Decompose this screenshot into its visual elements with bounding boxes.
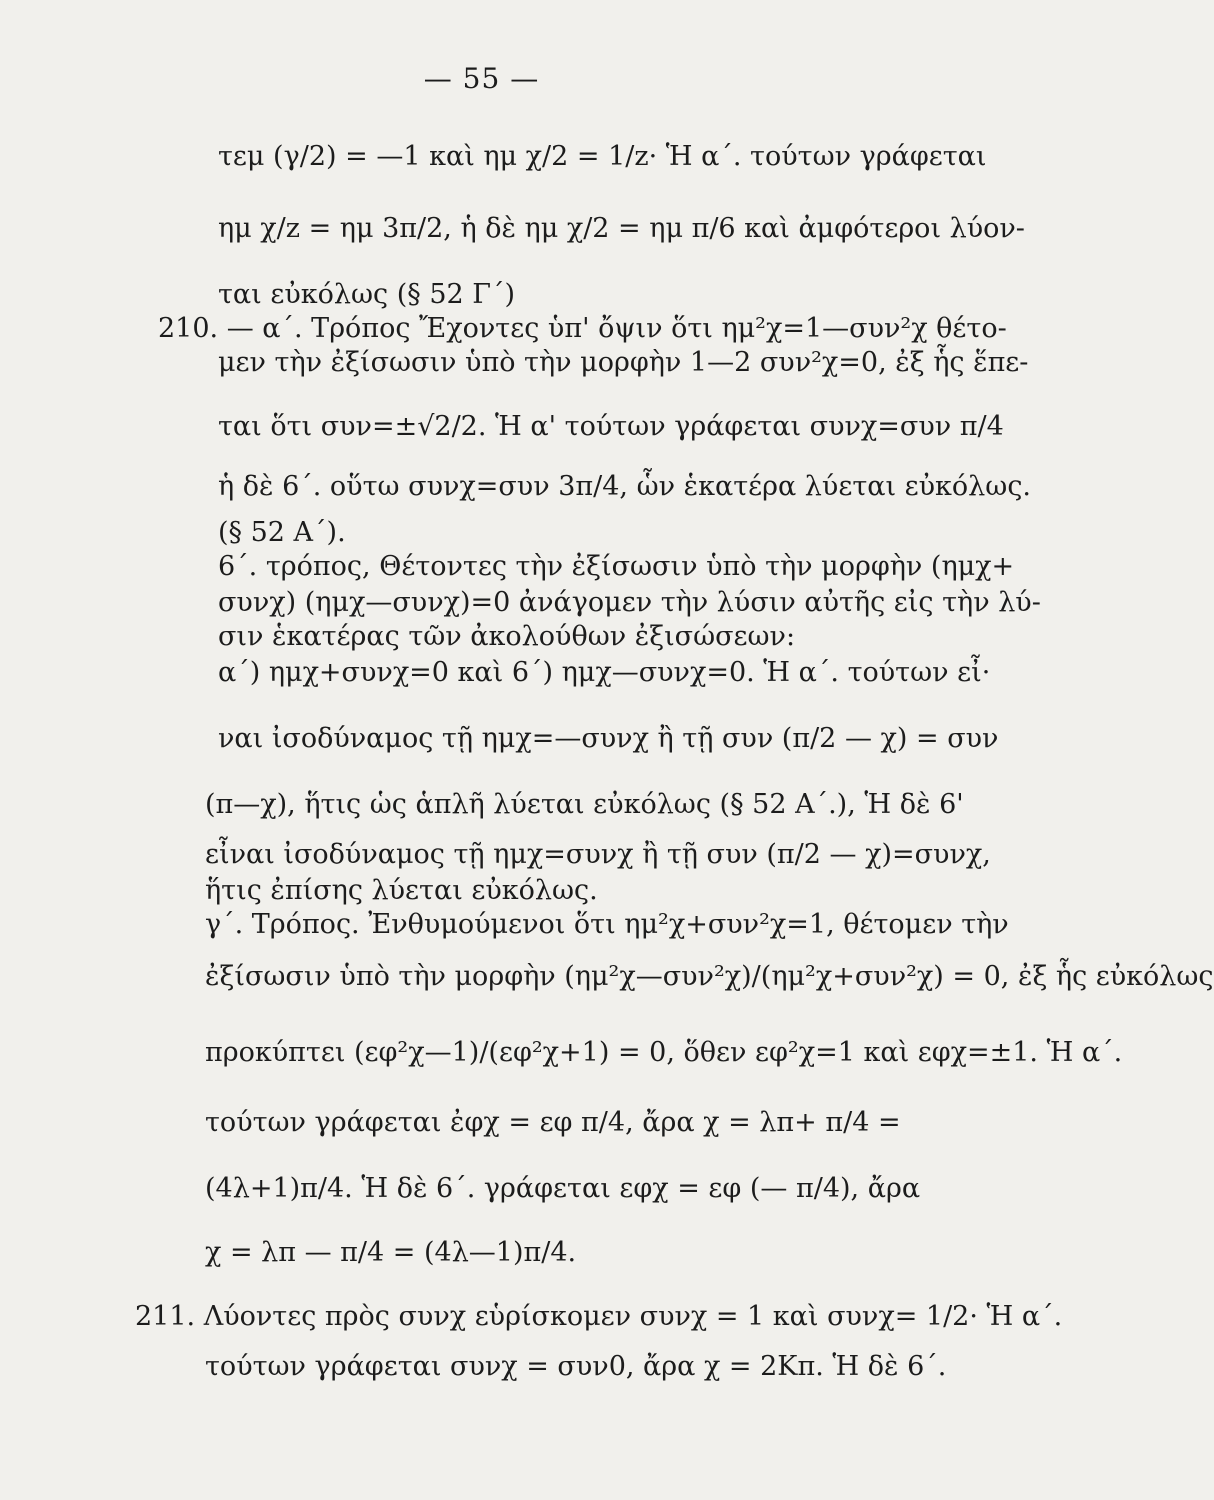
text-line-5: μεν τὴν ἐξίσωσιν ὑπὸ τὴν μορφὴν 1—2 συν²χ=0, ἐξ ἧς ἕπε- — [218, 347, 1029, 378]
page-number: — 55 — — [423, 62, 540, 95]
text-line-4: 210. — α΄. Τρόπος Ἔχοντες ὑπ' ὄψιν ὅτι ημ²χ=1—συν²χ θέτο- — [158, 313, 1007, 344]
text-line-7: ἡ δὲ 6΄. οὕτω συνχ=συν 3π/4, ὧν ἑκατέρα λύεται εὐκόλως. — [218, 471, 1032, 502]
text-line-22: χ = λπ — π/4 = (4λ—1)π/4. — [205, 1237, 577, 1268]
text-line-6: ται ὅτι συν=±√2/2. Ἡ α' τούτων γράφεται συνχ=συν π/4 — [218, 411, 1004, 442]
text-line-15: εἶναι ἰσοδύναμος τῇ ημχ=συνχ ἢ τῇ συν (π/2 — χ)=συνχ, — [205, 839, 991, 870]
text-line-18: ἐξίσωσιν ὑπὸ τὴν μορφὴν (ημ²χ—συν²χ)/(ημ²χ+συν²χ) = 0, ἐξ ἧς εὐκόλως — [205, 961, 1214, 992]
text-line-24: τούτων γράφεται συνχ = συν0, ἄρα χ = 2Κπ. Ἡ δὲ 6΄. — [205, 1351, 947, 1382]
text-line-2: ημ χ/z = ημ 3π/2, ἡ δὲ ημ χ/2 = ημ π/6 καὶ ἀμφότεροι λύον- — [218, 213, 1025, 244]
text-line-11: σιν ἑκατέρας τῶν ἀκολούθων ἐξισώσεων: — [218, 621, 796, 652]
text-line-13: ναι ἰσοδύναμος τῇ ημχ=—συνχ ἢ τῇ συν (π/2 — χ) = συν — [218, 723, 999, 754]
text-line-17: γ΄. Τρόπος. Ἐνθυμούμενοι ὅτι ημ²χ+συν²χ=1, θέτομεν τὴν — [205, 909, 1009, 940]
text-line-19: προκύπτει (εφ²χ—1)/(εφ²χ+1) = 0, ὅθεν εφ²χ=1 καὶ εφχ=±1. Ἡ α΄. — [205, 1037, 1123, 1068]
text-line-12: α΄) ημχ+συνχ=0 καὶ 6΄) ημχ—συνχ=0. Ἡ α΄. τούτων εἶ· — [218, 657, 991, 688]
text-line-8: (§ 52 Α΄). — [218, 517, 346, 548]
text-line-3: ται εὐκόλως (§ 52 Γ΄) — [218, 279, 516, 310]
text-line-20: τούτων γράφεται ἐφχ = εφ π/4, ἄρα χ = λπ+ π/4 = — [205, 1107, 901, 1138]
text-line-1: τεμ (γ/2) = —1 καὶ ημ χ/2 = 1/z· Ἡ α΄. τούτων γράφεται — [218, 141, 987, 172]
text-line-23: 211. Λύοντες πρὸς συνχ εὑρίσκομεν συνχ = 1 καὶ συνχ= 1/2· Ἡ α΄. — [135, 1301, 1063, 1332]
text-line-14: (π—χ), ἥτις ὡς ἁπλῆ λύεται εὐκόλως (§ 52 Α΄.), Ἡ δὲ 6' — [205, 789, 964, 820]
text-line-16: ἥτις ἐπίσης λύεται εὐκόλως. — [205, 875, 598, 906]
text-line-21: (4λ+1)π/4. Ἡ δὲ 6΄. γράφεται εφχ = εφ (— π/4), ἄρα — [205, 1173, 921, 1204]
text-line-10: συνχ) (ημχ—συνχ)=0 ἀνάγομεν τὴν λύσιν αὐτῆς εἰς τὴν λύ- — [218, 587, 1041, 618]
text-line-9: 6΄. τρόπος, Θέτοντες τὴν ἐξίσωσιν ὑπὸ τὴν μορφὴν (ημχ+ — [218, 551, 1015, 582]
